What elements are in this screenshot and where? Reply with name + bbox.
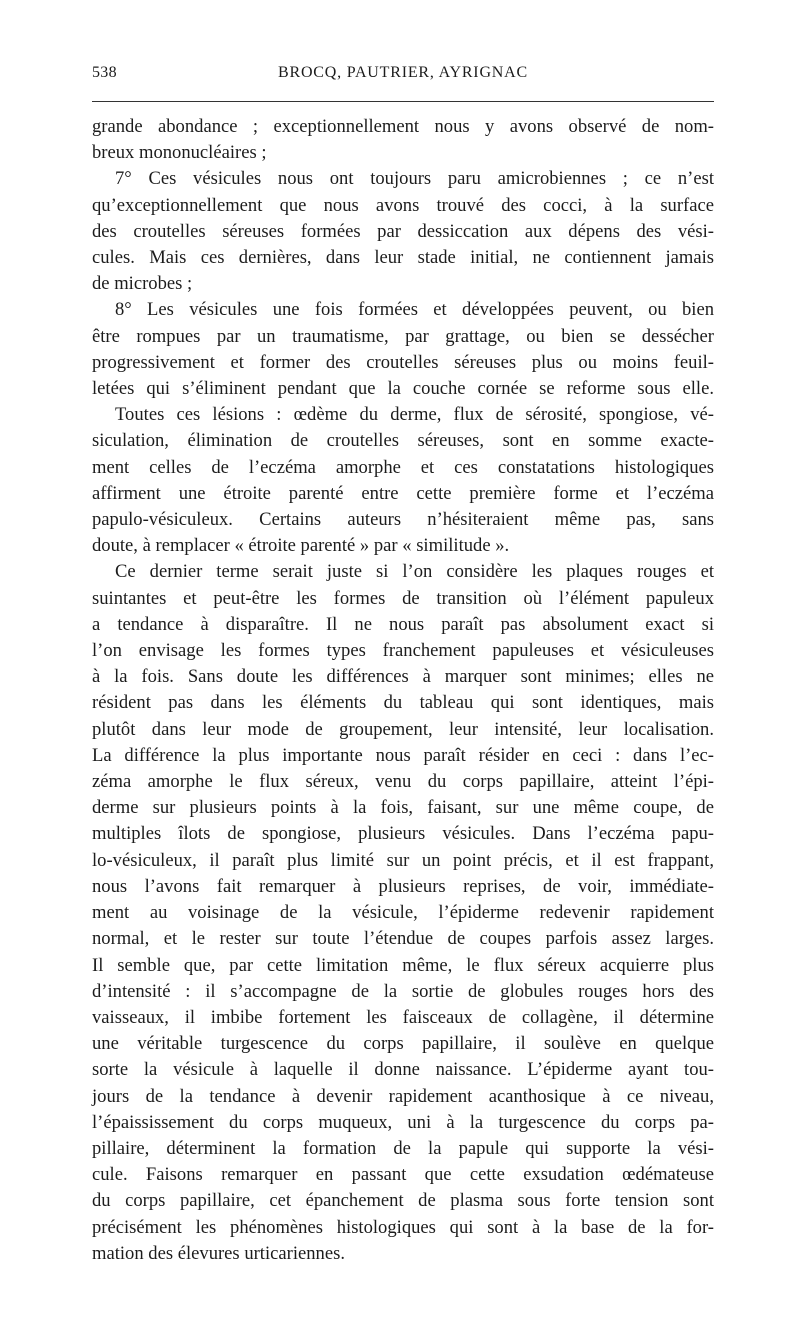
text-line: qu’exceptionnellement que nous avons trouvé des cocci, à la surface bbox=[92, 194, 714, 216]
text-line: du corps papillaire, cet épanchement de plasma sous forte tension sont bbox=[92, 1190, 714, 1212]
text-line: Il semble que, par cette limitation même, le flux séreux acquierre plus bbox=[92, 954, 714, 976]
text-line: 8° Les vésicules une fois formées et développées peuvent, ou bien bbox=[115, 299, 714, 321]
text-line: cule. Faisons remarquer en passant que cette exsudation œdémateuse bbox=[92, 1164, 714, 1186]
text-line: siculation, élimination de croutelles séreuses, sont en somme exacte- bbox=[92, 430, 714, 452]
text-line: pillaire, déterminent la formation de la papule qui supporte la vési- bbox=[92, 1137, 714, 1159]
text-line: précisément les phénomènes histologiques qui sont à la base de la for- bbox=[92, 1216, 714, 1238]
text-line: une véritable turgescence du corps papillaire, il soulève en quelque bbox=[92, 1033, 714, 1055]
text-line: multiples îlots de spongiose, plusieurs vésicules. Dans l’eczéma papu- bbox=[92, 823, 714, 845]
text-line: être rompues par un traumatisme, par grattage, ou bien se dessécher bbox=[92, 325, 714, 347]
body-text bbox=[92, 114, 714, 1267]
text-line: La différence la plus importante nous paraît résider en ceci : dans l’ec- bbox=[92, 744, 714, 766]
text-line: ment au voisinage de la vésicule, l’épiderme redevenir rapidement bbox=[92, 902, 714, 924]
text-line: a tendance à disparaître. Il ne nous paraît pas absolument exact si bbox=[92, 613, 714, 635]
text-line: Ce dernier terme serait juste si l’on considère les plaques rouges et bbox=[115, 561, 714, 583]
text-line: cules. Mais ces dernières, dans leur stade initial, ne contiennent jamais bbox=[92, 247, 714, 269]
text-line: l’on envisage les formes types franchement papuleuses et vésiculeuses bbox=[92, 640, 714, 662]
text-line: doute, à remplacer « étroite parenté » par « similitude ». bbox=[92, 535, 510, 557]
text-line: des croutelles séreuses formées par dessiccation aux dépens des vési- bbox=[92, 220, 714, 242]
text-line: l’épaississement du corps muqueux, uni à la turgescence du corps pa- bbox=[92, 1111, 714, 1133]
text-line: progressivement et former des croutelles séreuses plus ou moins feuil- bbox=[92, 351, 714, 373]
text-line: Toutes ces lésions : œdème du derme, flux de sérosité, spongiose, vé- bbox=[115, 404, 714, 426]
text-line: à la fois. Sans doute les différences à marquer sont minimes; elles ne bbox=[92, 666, 714, 688]
text-line: breux mononucléaires ; bbox=[92, 142, 267, 164]
text-line: résident pas dans les éléments du tableau qui sont identiques, mais bbox=[92, 692, 714, 714]
text-line: mation des élevures urticariennes. bbox=[92, 1242, 345, 1264]
text-line: plutôt dans leur mode de groupement, leur intensité, leur localisation. bbox=[92, 718, 714, 740]
header-rule bbox=[92, 101, 714, 102]
text-line: jours de la tendance à devenir rapidement acanthosique à ce niveau, bbox=[92, 1085, 714, 1107]
page-number: 538 bbox=[92, 64, 117, 81]
text-line: nous l’avons fait remarquer à plusieurs reprises, de voir, immédiate- bbox=[92, 875, 714, 897]
text-line: derme sur plusieurs points à la fois, faisant, sur une même coupe, de bbox=[92, 797, 714, 819]
text-line: zéma amorphe le flux séreux, venu du corps papillaire, atteint l’épi- bbox=[92, 771, 714, 793]
text-line: 7° Ces vésicules nous ont toujours paru amicrobiennes ; ce n’est bbox=[115, 168, 714, 190]
page-header bbox=[92, 64, 714, 86]
text-line: vaisseaux, il imbibe fortement les faisceaux de collagène, il détermine bbox=[92, 1006, 714, 1028]
text-line: affirment une étroite parenté entre cette première forme et l’eczéma bbox=[92, 482, 714, 504]
text-line: suintantes et peut-être les formes de transition où l’élément papuleux bbox=[92, 587, 714, 609]
text-line: papulo-vésiculeux. Certains auteurs n’hésiteraient même pas, sans bbox=[92, 509, 714, 531]
text-line: sorte la vésicule à laquelle il donne naissance. L’épiderme ayant tou- bbox=[92, 1059, 714, 1081]
text-line: de microbes ; bbox=[92, 273, 193, 295]
text-line: d’intensité : il s’accompagne de la sortie de globules rouges hors des bbox=[92, 980, 714, 1002]
text-line: letées qui s’éliminent pendant que la couche cornée se reforme sous elle. bbox=[92, 378, 714, 400]
text-line: lo-vésiculeux, il paraît plus limité sur un point précis, et il est frappant, bbox=[92, 849, 714, 871]
text-line: normal, et le rester sur toute l’étendue de coupes parfois assez larges. bbox=[92, 928, 714, 950]
text-line: grande abondance ; exceptionnellement nous y avons observé de nom- bbox=[92, 116, 714, 137]
text-line: ment celles de l’eczéma amorphe et ces constatations histologiques bbox=[92, 456, 714, 478]
running-head: BROCQ, PAUTRIER, AYRIGNAC bbox=[278, 64, 528, 81]
